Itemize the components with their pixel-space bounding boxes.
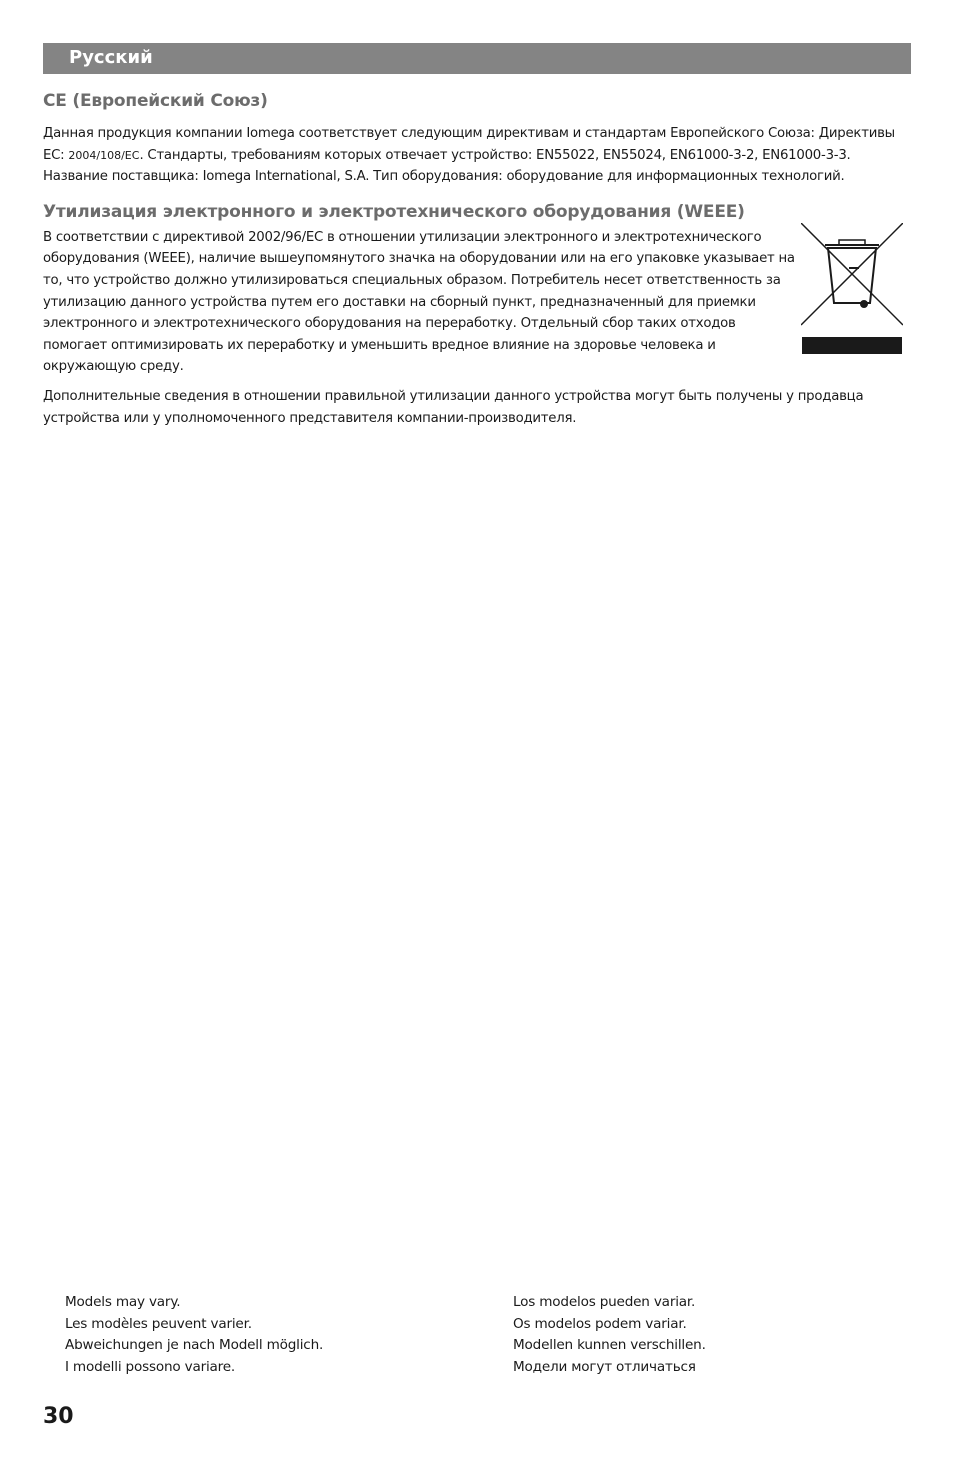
weee-paragraph: В соответствии с директивой 2002/96/EC в отношении утилизации электронного и электротехнического оборудования (WEEE), наличие вышеупомянутого значка на оборудовании или на его упаковке указывает на то, что устройство должно утилизироваться специальных образом. Потребитель несет ответственность за утилизацию данного устройства путем его доставки на сборный пункт, предназначенный для приемки электронного и электротехнического оборудования на переработку. Отдельный сбор таких отходов помогает оптимизировать их переработку и уменьшить вредное влияние на здоровье человека и окружающую среду. xyxy=(43,229,795,375)
page-number: 30 xyxy=(43,1404,74,1429)
footer-note: Los modelos pueden variar. xyxy=(513,1294,696,1310)
ce-paragraph xyxy=(43,123,911,188)
footer-note: Models may vary. xyxy=(65,1294,181,1310)
footer-note: Les modèles peuvent varier. xyxy=(65,1315,252,1332)
language-label: Русский xyxy=(69,47,153,68)
main-content xyxy=(43,91,911,429)
ce-text-start: Данная продукция компании Iomega соответствует следующим директивам и стандартам Европейского Союза: Директивы EC: xyxy=(43,126,895,163)
crossed-out-wheelie-bin-icon xyxy=(801,223,903,359)
footer-models-left xyxy=(65,1292,323,1378)
weee-section xyxy=(43,227,911,378)
weee-additional-paragraph: Дополнительные сведения в отношении правильной утилизации данного устройства могут быть получены у продавца устройства или у уполномоченного представителя компании-производителя. xyxy=(43,388,864,426)
footer-models-right xyxy=(513,1292,706,1378)
footer-note: Abweichungen je nach Modell möglich. xyxy=(65,1337,324,1353)
footer-note: Модели могут отличаться xyxy=(513,1358,696,1375)
language-header-bar xyxy=(43,43,911,74)
footer-note: Modellen kunnen verschillen. xyxy=(513,1337,706,1353)
ce-heading: CE (Европейский Союз) xyxy=(43,91,268,111)
footer-note: I modelli possono variare. xyxy=(65,1358,236,1375)
footer-note: Os modelos podem variar. xyxy=(513,1315,687,1332)
ce-text-end: . Стандарты, требованиям которых отвечает устройство: EN55022, EN55024, EN61000-3-2, EN61000-3-3. Название поставщика: Iomega International, S.A. Тип оборудования: оборудование для информационных технологий. xyxy=(43,147,851,185)
ce-directive: 2004/108/EC xyxy=(68,148,140,162)
weee-heading: Утилизация электронного и электротехнического оборудования (WEEE) xyxy=(43,201,745,222)
